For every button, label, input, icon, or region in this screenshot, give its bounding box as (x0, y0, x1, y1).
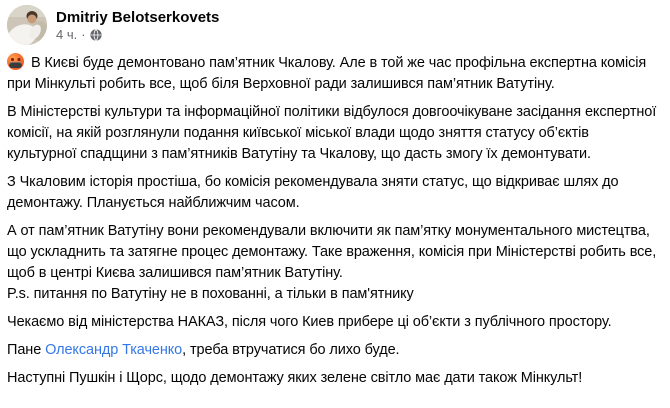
paragraph-text: А от пам’ятник Ватутіну вони рекомендували включити як пам’ятку монументального мистецтва, що ускладнить та затягне процес демонтажу. Таке враження, комісія при Міністерстві робить все, щоб в центрі Києва залишився пам’ятник Ватутіну. (7, 223, 657, 281)
paragraph-text: В Києві буде демонтовано пам’ятник Чкалову. Але в той же час профільна експертна комісія при Мінкульті робить все, щоб біля Верховної ради залишився пам’ятник Ватутіну. (7, 55, 647, 92)
post-paragraph-6 (7, 340, 661, 361)
post-paragraph-4 (7, 221, 661, 305)
timestamp[interactable]: 4 ч. (56, 26, 78, 42)
avatar-photo (7, 5, 47, 45)
avatar[interactable] (7, 5, 47, 45)
post-paragraph-1 (7, 53, 661, 95)
header-text (56, 8, 219, 43)
post-paragraph-2: В Міністерстві культури та інформаційної політики відбулося довгоочікуване засідання експертної комісії, на якій розглянули подання київської міської влади щодо зняття статусу об’єктів культурної спадщини з пам’ятників Ватутіну та Чкалову, що дасть змогу їх демонтувати. (7, 104, 657, 162)
cursing-face-emoji (7, 53, 24, 70)
author-name[interactable]: Dmitriy Belotserkovets (56, 8, 220, 26)
paragraph-ps-text: P.s. питання по Ватутіну не в похованні, а тільки в пам'ятнику (7, 286, 414, 302)
post-paragraph-5: Чекаємо від міністерства НАКАЗ, після чого Киев прибере ці об’єкти з публічного простору. (7, 314, 612, 330)
paragraph-text: , треба втручатися бо лихо буде. (182, 342, 400, 358)
meta-separator: · (81, 26, 86, 42)
post-header (7, 4, 661, 46)
post-meta (56, 27, 219, 43)
globe-icon (90, 29, 102, 41)
mention-link-oleksandr-tkachenko[interactable]: Олександр Ткаченко (45, 342, 183, 358)
post-body (7, 53, 661, 389)
post-paragraph-3: З Чкаловим історія простіша, бо комісія рекомендувала зняти статус, що відкриває шлях до демонтажу. Планується найближчим часом. (7, 174, 619, 211)
post-paragraph-7: Наступні Пушкін і Щорс, щодо демонтажу яких зелене світло має дати також Мінкульт! (7, 370, 583, 386)
paragraph-text: Пане (7, 342, 46, 358)
